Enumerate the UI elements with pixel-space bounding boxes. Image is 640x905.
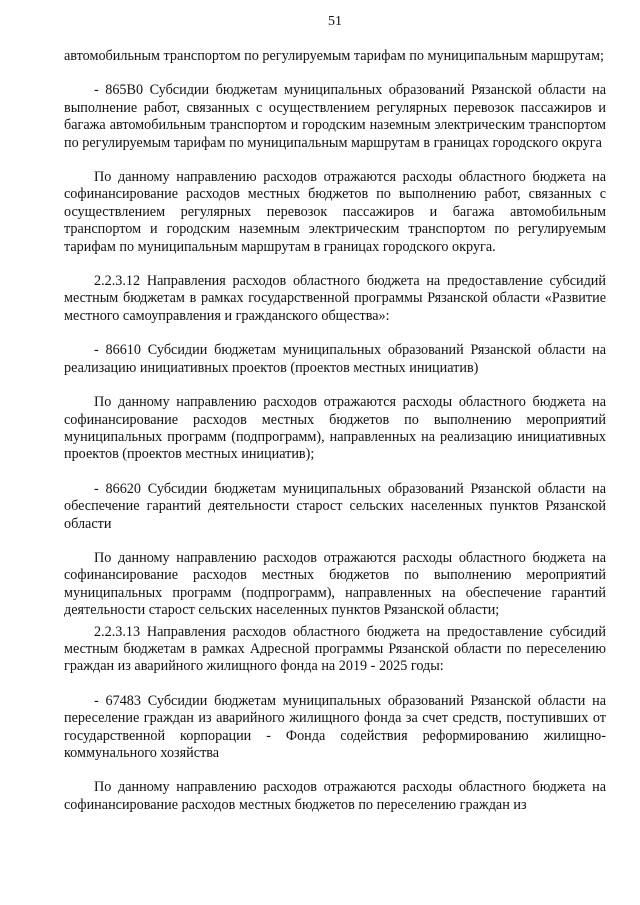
paragraph-item-86610: - 86610 Субсидии бюджетам муниципальных образований Рязанской области на реализацию инициативных проектов (проектов местных инициатив) [64, 342, 606, 376]
paragraph-description-67483: По данному направлению расходов отражаются расходы областного бюджета на софинансирование расходов местных бюджетов по переселению граждан из [64, 779, 606, 813]
section-heading-2-2-3-13: 2.2.3.13 Направления расходов областного бюджета на предоставление субсидий местным бюджетам в рамках Адресной программы Рязанской области по переселению граждан из аварийного жилищного фонда на 2019 - 2025 годы: [64, 623, 606, 675]
paragraph-item-67483: - 67483 Субсидии бюджетам муниципальных образований Рязанской области на переселение граждан из аварийного жилищного фонда за счет средств, поступивших от государственной корпорации - Фонда содействия реформированию жилищно-коммунального хозяйства [64, 692, 606, 761]
paragraph-item-86620: - 86620 Субсидии бюджетам муниципальных образований Рязанской области на обеспечение гарантий деятельности старост сельских населенных пунктов Рязанской области [64, 480, 606, 532]
section-heading-2-2-3-12: 2.2.3.12 Направления расходов областного бюджета на предоставление субсидий местным бюджетам в рамках государственной программы Рязанской области «Развитие местного самоуправления и гражданского общества»: [64, 273, 606, 324]
paragraph-description-86610: По данному направлению расходов отражаются расходы областного бюджета на софинансирование расходов местных бюджетов по выполнению мероприятий муниципальных программ (подпрограмм), направленных на реализацию инициативных проектов (проектов местных инициатив); [64, 394, 606, 463]
page-number: 51 [328, 14, 342, 29]
paragraph-item-865B0: - 865В0 Субсидии бюджетам муниципальных образований Рязанской области на выполнение работ, связанных с осуществлением регулярных перевозок пассажиров и багажа автомобильным транспортом и городским наземным электрическим транспортом по регулируемым тарифам по муниципальным маршрутам в границах городского округа [64, 82, 606, 151]
paragraph-continuation: автомобильным транспортом по регулируемым тарифам по муниципальным маршрутам; [64, 48, 604, 64]
paragraph-description-86620: По данному направлению расходов отражаются расходы областного бюджета на софинансирование расходов местных бюджетов по выполнению мероприятий муниципальных программ (подпрограмм), направленных на обеспечение гарантий деятельности старост сельских населенных пунктов Рязанской области; [64, 549, 606, 619]
paragraph-description-865B0: По данному направлению расходов отражаются расходы областного бюджета на софинансирование расходов местных бюджетов по выполнению работ, связанных с осуществлением регулярных перевозок пассажиров и багажа автомобильным транспортом и городским наземным электрическим транспортом по регулируемым тарифам по муниципальным маршрутам в границах городского округа. [64, 169, 606, 255]
